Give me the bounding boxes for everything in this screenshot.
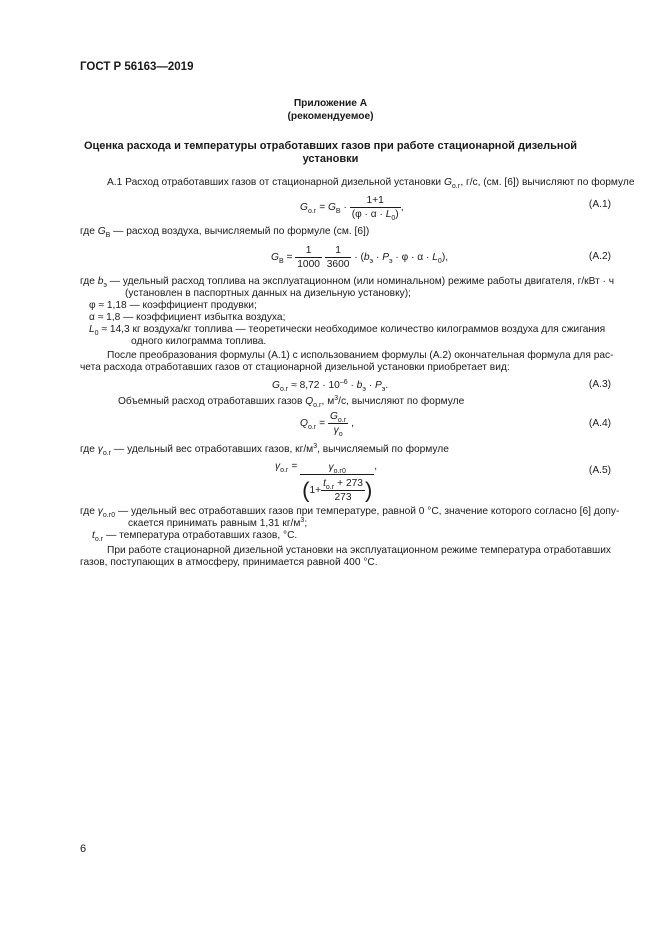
fraction: $\frac{1+1}{(\varphi \cdot \alpha \cdot L_0)}$ xyxy=(351,195,399,222)
definition-alpha: α ≈ 1,8 — коэффициент избытка воздуха; xyxy=(89,312,286,323)
equation-label-a2: (А.2) xyxy=(588,251,611,262)
equation-a1: $G_{о.г} = G_В$ · $\frac{1+1}{(\varphi \cdot \alpha \cdot L_0)}$ , xyxy=(300,195,404,222)
equation-label-a1: (А.1) xyxy=(588,199,611,210)
final-paragraph-line1: При работе стационарной дизельной установки на эксплуатационном режиме температура отработавших xyxy=(107,545,611,556)
final-paragraph-line2: газов, поступающих в атмосферу, принимается равной 400 °С. xyxy=(80,557,378,568)
equation-a5: $\gamma_{о.г}$ = $\gamma_{о.г0}$ (1+ $\frac{t_{о.г} + 273}{273}$ ) , xyxy=(275,461,378,503)
paragraph-transform-line1: После преобразования формулы (А.1) с использованием формулы (А.2) окончательная формула для рас- xyxy=(107,350,614,361)
equation-a4: $Q_{о.г}$ = $\frac{G_{о.г}}{\gamma_о}$ , xyxy=(300,411,354,438)
definition-be: где $b_э$ — удельный расход топлива на эксплуатационном (или номинальном) режиме работы двигателя, г/кВт · ч xyxy=(80,276,615,289)
definition-gb: где $G_В$ — расход воздуха, вычисляемый по формуле (см. [6]) xyxy=(80,226,370,239)
paragraph-transform-line2: чета расхода отработавших газов от стационарной дизельной установки приобретает вид: xyxy=(80,362,510,373)
equation-label-a3: (А.3) xyxy=(588,379,611,390)
page-number: 6 xyxy=(80,843,87,855)
appendix-title: Приложение А xyxy=(293,98,368,109)
equation-label-a5: (А.5) xyxy=(588,465,611,476)
equation-a2: $G_В$ = $\frac{1}{1000}$ $\frac{1}{3600}$ · $(b_э \cdot P_э \cdot \varphi \cdot \alpha \cdot L_0)$, xyxy=(271,245,449,270)
equation-label-a4: (А.4) xyxy=(588,418,611,429)
definition-t: $t_{о.г}$ — температура отработавших газов, °С. xyxy=(92,530,298,543)
definition-gamma0: где $\gamma_{о.г0}$ — удельный вес отработавших газов при температуре, равной 0 °С, значение которого согласно [6] допу- xyxy=(80,506,620,519)
equation-a3: $G_{о.г} \approx 8,72 \cdot 10^{-6} \cdot b_э \cdot P_э$. xyxy=(272,379,389,393)
paragraph-a1: А.1 Расход отработавших газов от стационарной дизельной установки $G_{о.г}$, г/с, (см. [6]) вычисляют по формуле xyxy=(107,177,635,190)
definition-be-line2: (установлен в паспортных данных на дизельную установку); xyxy=(125,288,411,299)
definition-gamma0-line2: скается принимать равным 1,31 $кг/м^3$; xyxy=(128,517,308,529)
definition-l0: $L_0 \approx 14,3$ кг воздуха/кг топлива — теоретически необходимое количество килограммов воздуха для сжигания xyxy=(89,324,606,337)
section-title-line2: установки xyxy=(302,153,359,165)
appendix-note: (рекомендуемое) xyxy=(287,111,374,122)
definition-gamma: где $\gamma_{о.г}$ — удельный вес отработавших газов, $кг/м^3$, вычисляемый по формуле xyxy=(80,443,449,457)
section-title-line1: Оценка расхода и температуры отработавших газов при работе стационарной дизельной xyxy=(83,140,578,152)
paragraph-q: Объемный расход отработавших газов $Q_{о.г}$, $м^3/с$, вычисляют по формуле xyxy=(118,395,465,409)
definition-phi: φ ≈ 1,18 — коэффициент продувки; xyxy=(89,300,257,311)
doc-number: ГОСТ Р 56163—2019 xyxy=(80,61,194,73)
definition-l0-line2: одного килограмма топлива. xyxy=(131,336,267,347)
